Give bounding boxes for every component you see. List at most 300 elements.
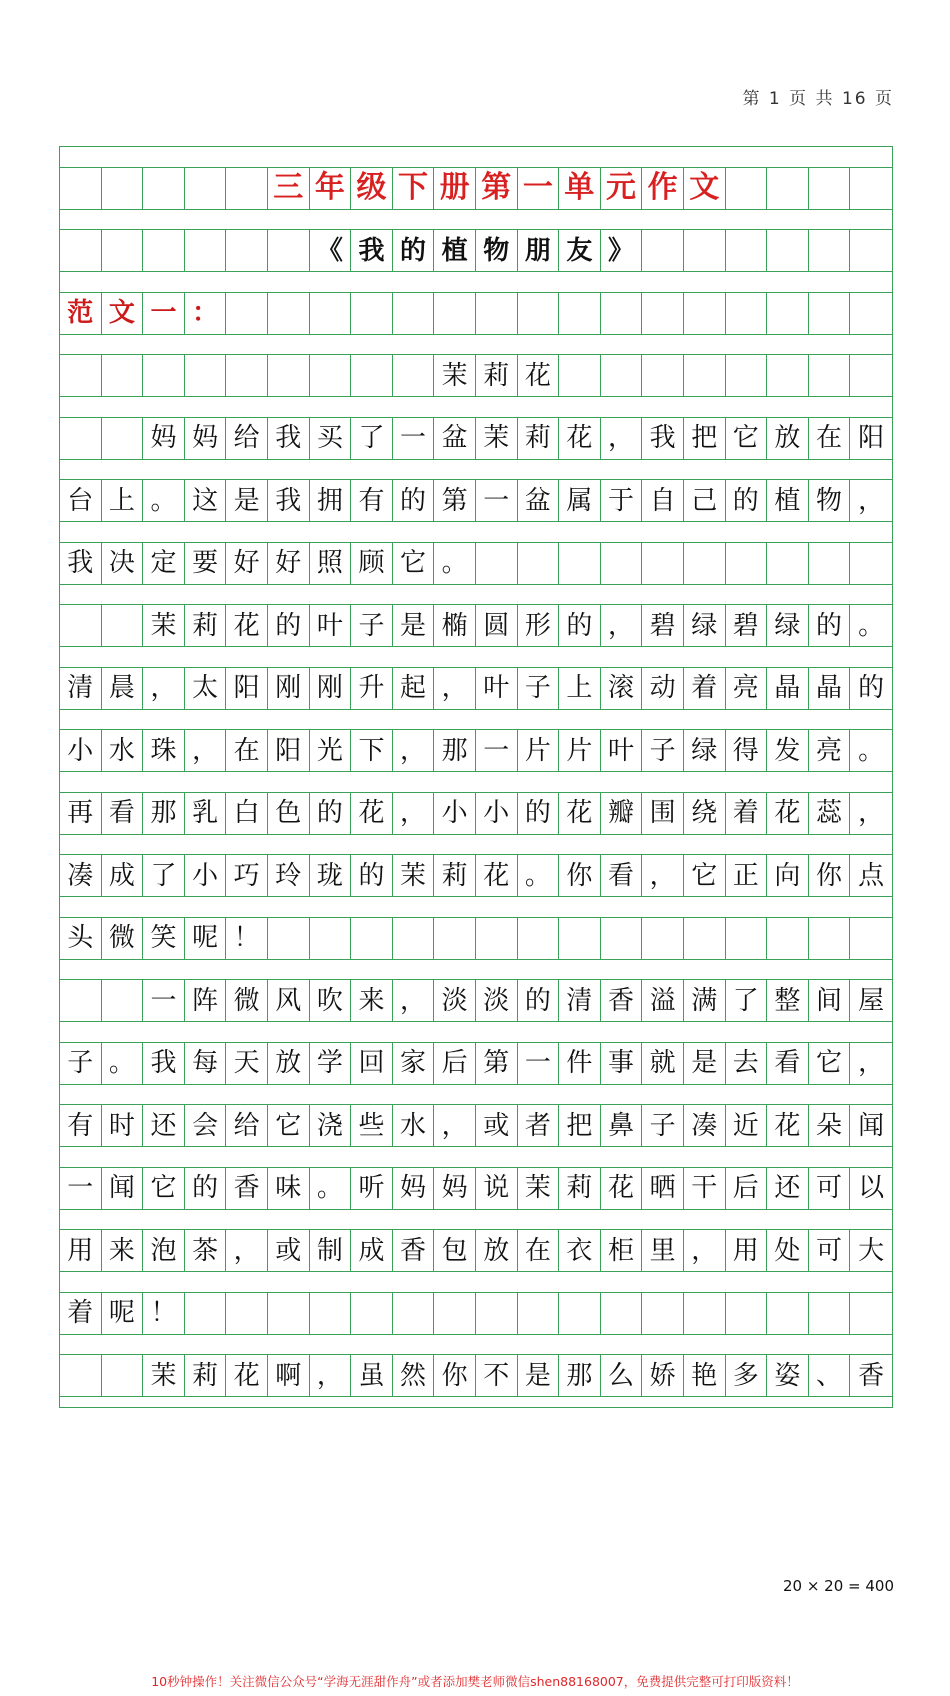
grid-cell: 晶 — [809, 668, 851, 709]
grid-cell: 看 — [102, 793, 144, 834]
grid-cell — [393, 293, 435, 334]
grid-cell: 得 — [726, 730, 768, 771]
grid-cell — [60, 418, 102, 459]
grid-cell: 香 — [226, 1168, 268, 1209]
grid-cell: 叶 — [476, 668, 518, 709]
grid-cell: 听 — [351, 1168, 393, 1209]
grid-cell: 姿 — [767, 1355, 809, 1396]
grid-cell — [102, 1355, 144, 1396]
grid-cell: 晶 — [767, 668, 809, 709]
essay-collection-title — [60, 168, 892, 209]
grid-cell: 不 — [476, 1355, 518, 1396]
grid-cell: ， — [393, 730, 435, 771]
grid-cell: ， — [393, 980, 435, 1021]
grid-cell: 后 — [726, 1168, 768, 1209]
grid-cell: 阵 — [185, 980, 227, 1021]
grid-cell: 你 — [434, 1355, 476, 1396]
grid-cell: 》 — [601, 230, 643, 271]
grid-cell: ： — [185, 293, 227, 334]
grid-cell: 后 — [434, 1043, 476, 1084]
grid-cell: ， — [684, 1230, 726, 1271]
page-number-label: 第 1 页 共 16 页 — [742, 89, 894, 109]
grid-cell: 动 — [642, 668, 684, 709]
grid-cell: 我 — [268, 480, 310, 521]
grid-cell — [226, 230, 268, 271]
grid-cell: ！ — [226, 918, 268, 959]
grid-cell — [684, 1293, 726, 1334]
grid-cell: 会 — [185, 1105, 227, 1146]
grid-cell: 的 — [185, 1168, 227, 1209]
grid-cell: 的 — [351, 855, 393, 896]
grid-row — [60, 668, 892, 709]
grid-cell: 。 — [518, 855, 560, 896]
grid-cell: 属 — [559, 480, 601, 521]
grid-spacer — [60, 1396, 892, 1408]
grid-spacer — [60, 584, 892, 606]
grid-cell: 些 — [351, 1105, 393, 1146]
grid-cell — [642, 355, 684, 396]
grid-cell: 它 — [393, 543, 435, 584]
grid-cell: 放 — [268, 1043, 310, 1084]
grid-cell: 的 — [858, 673, 885, 703]
grid-cell: 有 — [351, 480, 393, 521]
grid-cell: ， — [858, 485, 885, 516]
grid-cell — [102, 605, 144, 646]
grid-cell: 看 — [601, 855, 643, 896]
grid-cell — [102, 230, 144, 271]
grid-cell: 水 — [102, 730, 144, 771]
grid-cell: 处 — [767, 1230, 809, 1271]
grid-cell: 的 — [393, 230, 435, 271]
grid-cell: 小 — [434, 793, 476, 834]
grid-cell — [850, 1293, 892, 1334]
grid-cell — [310, 355, 352, 396]
grid-cell: 的 — [310, 793, 352, 834]
grid-cell — [310, 918, 352, 959]
grid-cell — [684, 230, 726, 271]
grid-row — [60, 480, 892, 521]
grid-cell: ， — [143, 668, 185, 709]
grid-cell: 着 — [60, 1293, 102, 1334]
grid-cell: 成 — [102, 855, 144, 896]
grid-cell: 向 — [767, 855, 809, 896]
grid-cell: 亮 — [726, 668, 768, 709]
grid-cell: ， — [858, 1048, 885, 1078]
grid-cell — [434, 293, 476, 334]
grid-cell — [809, 918, 851, 959]
grid-cell — [60, 355, 102, 396]
grid-cell: 叶 — [601, 730, 643, 771]
grid-cell: 凑 — [60, 855, 102, 896]
grid-cell: 溢 — [642, 980, 684, 1021]
grid-cell — [226, 168, 268, 209]
grid-cell: 是 — [226, 480, 268, 521]
grid-cell: 绿 — [684, 730, 726, 771]
grid-cell: 以 — [858, 1173, 885, 1203]
grid-cell — [726, 168, 768, 209]
grid-cell — [726, 230, 768, 271]
grid-cell: 顾 — [351, 543, 393, 584]
grid-cell: 娇 — [642, 1355, 684, 1396]
grid-cell — [767, 355, 809, 396]
grid-row — [60, 1168, 892, 1209]
grid-cell: ， — [642, 855, 684, 896]
grid-cell: 花 — [601, 1168, 643, 1209]
grid-cell: 阳 — [268, 730, 310, 771]
grid-cell: 拥 — [310, 480, 352, 521]
grid-cell: 一 — [518, 1043, 560, 1084]
grid-cell — [226, 1293, 268, 1334]
grid-cell: 。 — [858, 735, 885, 766]
grid-spacer — [60, 1209, 892, 1231]
grid-cell: 植 — [767, 480, 809, 521]
grid-cell: 太 — [185, 668, 227, 709]
grid-cell: 这 — [185, 480, 227, 521]
grid-cell — [559, 293, 601, 334]
grid-cell: 然 — [393, 1355, 435, 1396]
grid-cell: 范 — [60, 293, 102, 334]
grid-cell: 升 — [351, 668, 393, 709]
grid-cell: 那 — [559, 1355, 601, 1396]
grid-cell — [809, 230, 851, 271]
grid-cell — [351, 918, 393, 959]
grid-cell: 我 — [268, 418, 310, 459]
grid-cell: 笑 — [143, 918, 185, 959]
grid-cell: 子 — [60, 1043, 102, 1084]
grid-cell: 淡 — [434, 980, 476, 1021]
grid-cell: 茉 — [476, 418, 518, 459]
grid-row — [60, 543, 892, 584]
grid-cell: 茉 — [518, 1168, 560, 1209]
grid-cell — [850, 918, 892, 959]
grid-cell: 莉 — [559, 1168, 601, 1209]
grid-cell — [684, 543, 726, 584]
grid-cell: ， — [858, 798, 885, 828]
grid-cell: 把 — [684, 418, 726, 459]
grid-cell: 。 — [310, 1168, 352, 1209]
grid-cell — [642, 293, 684, 334]
grid-cell: 的 — [726, 480, 768, 521]
grid-cell: 上 — [559, 668, 601, 709]
grid-cell — [60, 168, 102, 209]
grid-cell — [185, 1293, 227, 1334]
grid-cell: 时 — [102, 1105, 144, 1146]
grid-cell — [809, 355, 851, 396]
grid-cell: 茉 — [393, 855, 435, 896]
grid-cell: 阳 — [858, 423, 885, 453]
grid-cell: 滚 — [601, 668, 643, 709]
grid-cell: 友 — [559, 230, 601, 271]
grid-cell — [476, 543, 518, 584]
grid-cell: ， — [601, 605, 643, 646]
grid-cell: 是 — [393, 605, 435, 646]
grid-cell — [226, 355, 268, 396]
grid-cell: 光 — [310, 730, 352, 771]
grid-cell: 干 — [684, 1168, 726, 1209]
grid-cell: 花 — [226, 1355, 268, 1396]
grid-cell — [268, 230, 310, 271]
grid-cell: 盆 — [434, 418, 476, 459]
grid-cell: 吹 — [310, 980, 352, 1021]
grid-cell: 闻 — [102, 1168, 144, 1209]
grid-cell: 啊 — [268, 1355, 310, 1396]
grid-cell — [143, 168, 185, 209]
grid-cell: 莉 — [476, 355, 518, 396]
grid-cell: 定 — [143, 543, 185, 584]
grid-cell: 阳 — [226, 668, 268, 709]
grid-row — [60, 1355, 892, 1396]
grid-cell — [809, 1293, 851, 1334]
grid-cell: ， — [185, 730, 227, 771]
grid-cell: 玲 — [268, 855, 310, 896]
grid-row — [60, 1230, 892, 1271]
grid-spacer — [60, 646, 892, 668]
grid-spacer — [60, 459, 892, 481]
grid-cell — [351, 1293, 393, 1334]
grid-cell: 白 — [226, 793, 268, 834]
grid-cell: 清 — [559, 980, 601, 1021]
grid-cell: 它 — [809, 1043, 851, 1084]
grid-cell — [185, 168, 227, 209]
grid-cell — [601, 293, 643, 334]
writing-grid — [59, 146, 893, 1408]
grid-spacer — [60, 1271, 892, 1293]
grid-row — [60, 793, 892, 834]
grid-cell: 。 — [434, 543, 476, 584]
grid-cell: 就 — [642, 1043, 684, 1084]
grid-cell — [559, 543, 601, 584]
grid-cell: 莉 — [185, 1355, 227, 1396]
grid-cell — [601, 355, 643, 396]
grid-cell: 把 — [559, 1105, 601, 1146]
grid-cell: 香 — [601, 980, 643, 1021]
grid-spacer — [60, 896, 892, 918]
grid-cell: 绿 — [684, 605, 726, 646]
grid-cell: 鼻 — [601, 1105, 643, 1146]
grid-cell: 一 — [393, 418, 435, 459]
grid-cell: 是 — [684, 1043, 726, 1084]
grid-cell — [642, 918, 684, 959]
grid-cell: 一 — [143, 293, 185, 334]
grid-spacer — [60, 834, 892, 856]
grid-cell: 再 — [60, 793, 102, 834]
grid-cell: 莉 — [518, 418, 560, 459]
grid-cell: 绿 — [767, 605, 809, 646]
grid-cell — [310, 1293, 352, 1334]
grid-cell: 花 — [767, 793, 809, 834]
grid-cell — [767, 543, 809, 584]
grid-spacer — [60, 959, 892, 981]
grid-row — [60, 1105, 892, 1146]
grid-row — [60, 355, 892, 396]
grid-cell — [476, 1293, 518, 1334]
grid-cell: 围 — [642, 793, 684, 834]
grid-cell: 椭 — [434, 605, 476, 646]
grid-cell: 那 — [143, 793, 185, 834]
grid-cell: 呢 — [102, 1293, 144, 1334]
grid-cell: 。 — [858, 610, 885, 641]
grid-cell: 它 — [143, 1168, 185, 1209]
grid-spacer — [60, 271, 892, 293]
grid-cell: 茉 — [143, 605, 185, 646]
grid-cell: 文 — [102, 293, 144, 334]
grid-cell: 给 — [226, 418, 268, 459]
grid-cell: 或 — [476, 1105, 518, 1146]
grid-cell: 里 — [642, 1230, 684, 1271]
grid-spacer — [60, 1021, 892, 1043]
grid-cell: 下 — [351, 730, 393, 771]
grid-cell — [102, 355, 144, 396]
grid-cell: 屋 — [858, 985, 885, 1016]
grid-spacer — [60, 209, 892, 231]
grid-cell: 水 — [393, 1105, 435, 1146]
grid-cell: ， — [310, 1355, 352, 1396]
grid-cell: 照 — [310, 543, 352, 584]
grid-cell — [518, 918, 560, 959]
grid-cell: 下 — [393, 168, 435, 209]
grid-cell: 莉 — [185, 605, 227, 646]
grid-cell — [850, 293, 892, 334]
grid-cell: 你 — [809, 855, 851, 896]
grid-cell: 作 — [642, 168, 684, 209]
grid-cell: 给 — [226, 1105, 268, 1146]
grid-cell: 着 — [726, 793, 768, 834]
grid-cell: 乳 — [185, 793, 227, 834]
grid-cell: 它 — [268, 1105, 310, 1146]
grid-cell: 了 — [143, 855, 185, 896]
grid-cell — [767, 293, 809, 334]
grid-cell: 一 — [476, 480, 518, 521]
grid-cell — [102, 168, 144, 209]
grid-cell: 一 — [60, 1168, 102, 1209]
grid-cell: 妈 — [434, 1168, 476, 1209]
grid-cell — [684, 355, 726, 396]
grid-cell: 花 — [767, 1105, 809, 1146]
grid-cell: 一 — [476, 730, 518, 771]
grid-spacer — [60, 1146, 892, 1168]
grid-cell: 或 — [268, 1230, 310, 1271]
grid-cell: 亮 — [809, 730, 851, 771]
promo-notice: 10秒钟操作！关注微信公众号“学海无涯甜作舟”或者添加樊老师微信shen88168007，免费提供完整可打印版资料！ — [151, 1674, 799, 1689]
essay-topic-title — [60, 230, 892, 271]
grid-cell — [185, 355, 227, 396]
grid-spacer — [60, 1334, 892, 1356]
grid-cell — [850, 543, 892, 584]
grid-cell: 头 — [60, 918, 102, 959]
grid-cell: 三 — [268, 168, 310, 209]
grid-row — [60, 418, 892, 459]
grid-cell — [684, 293, 726, 334]
grid-cell — [809, 293, 851, 334]
grid-row — [60, 1043, 892, 1084]
sample-label-row — [60, 293, 892, 334]
grid-cell: 片 — [518, 730, 560, 771]
grid-cell — [684, 918, 726, 959]
grid-cell: 成 — [351, 1230, 393, 1271]
grid-cell: 者 — [518, 1105, 560, 1146]
grid-cell: 在 — [518, 1230, 560, 1271]
grid-cell: 第 — [434, 480, 476, 521]
grid-cell: 形 — [518, 605, 560, 646]
grid-cell — [518, 293, 560, 334]
grid-cell: 学 — [310, 1043, 352, 1084]
grid-cell: 发 — [767, 730, 809, 771]
grid-cell: 的 — [393, 480, 435, 521]
grid-cell — [726, 293, 768, 334]
grid-cell — [850, 168, 892, 209]
grid-cell: 的 — [809, 605, 851, 646]
grid-cell: 珑 — [310, 855, 352, 896]
grid-cell: 微 — [226, 980, 268, 1021]
grid-cell: 年 — [310, 168, 352, 209]
grid-cell: 小 — [60, 730, 102, 771]
grid-cell: ， — [434, 1105, 476, 1146]
grid-cell: ， — [393, 793, 435, 834]
grid-cell: 绕 — [684, 793, 726, 834]
grid-cell: 花 — [351, 793, 393, 834]
grid-cell: 于 — [601, 480, 643, 521]
grid-cell: ！ — [143, 1293, 185, 1334]
grid-cell: 来 — [102, 1230, 144, 1271]
grid-cell: 看 — [767, 1043, 809, 1084]
grid-cell: 巧 — [226, 855, 268, 896]
grid-cell: 在 — [226, 730, 268, 771]
grid-cell — [226, 293, 268, 334]
grid-cell: 妈 — [185, 418, 227, 459]
grid-cell: 小 — [185, 855, 227, 896]
grid-cell: 多 — [726, 1355, 768, 1396]
grid-cell — [767, 168, 809, 209]
grid-cell: 还 — [767, 1168, 809, 1209]
grid-cell: 妈 — [143, 418, 185, 459]
grid-cell: 好 — [226, 543, 268, 584]
grid-spacer — [60, 396, 892, 418]
grid-cell — [351, 293, 393, 334]
grid-cell: 珠 — [143, 730, 185, 771]
grid-cell: 去 — [726, 1043, 768, 1084]
grid-row — [60, 605, 892, 646]
grid-cell: 香 — [858, 1360, 885, 1391]
grid-cell: 着 — [684, 668, 726, 709]
grid-spacer — [60, 1084, 892, 1106]
grid-cell: 。 — [143, 480, 185, 521]
grid-cell: 微 — [102, 918, 144, 959]
grid-cell: 。 — [102, 1043, 144, 1084]
grid-cell — [143, 230, 185, 271]
grid-row — [60, 730, 892, 771]
grid-cell: 每 — [185, 1043, 227, 1084]
grid-cell: 闻 — [858, 1110, 885, 1141]
grid-cell: 叶 — [310, 605, 352, 646]
grid-cell — [185, 230, 227, 271]
grid-cell: 花 — [226, 605, 268, 646]
grid-cell — [518, 543, 560, 584]
grid-cell: 回 — [351, 1043, 393, 1084]
grid-cell: 件 — [559, 1043, 601, 1084]
grid-cell — [393, 918, 435, 959]
grid-cell: 台 — [60, 480, 102, 521]
grid-row — [60, 1293, 892, 1334]
grid-cell — [434, 918, 476, 959]
grid-cell: 大 — [858, 1235, 885, 1266]
grid-cell — [393, 355, 435, 396]
grid-cell: 的 — [518, 980, 560, 1021]
grid-cell: 浇 — [310, 1105, 352, 1146]
grid-cell: ， — [226, 1230, 268, 1271]
grid-cell: 天 — [226, 1043, 268, 1084]
grid-cell: 包 — [434, 1230, 476, 1271]
grid-cell — [268, 1293, 310, 1334]
